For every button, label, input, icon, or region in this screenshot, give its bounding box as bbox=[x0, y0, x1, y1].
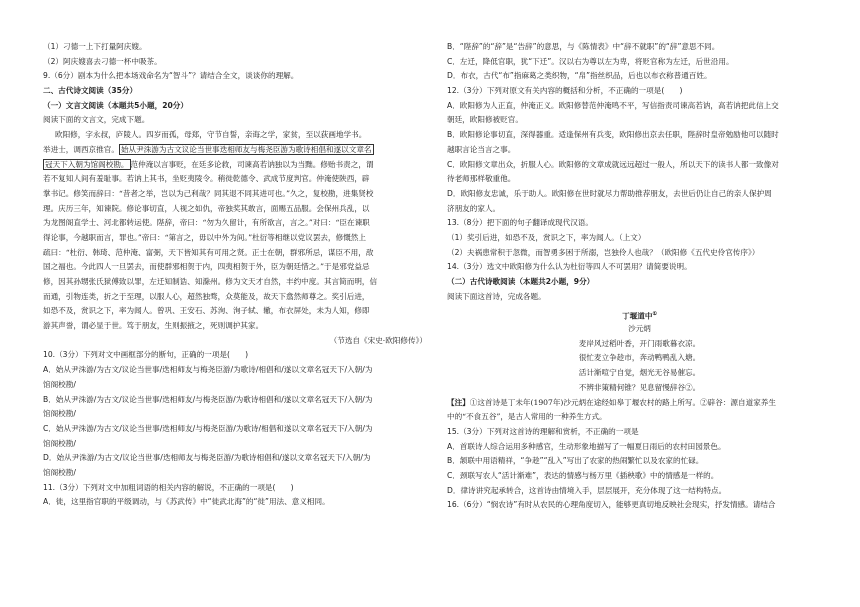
section-title: 二、古代诗文阅读（35分） bbox=[43, 86, 138, 96]
subsection-title: （一）文言文阅读（本题共5小题，20分） bbox=[43, 100, 188, 110]
passage-line: 若不复知人间有羞耻事。若讷上其书，坐贬夷陵令。稍徙乾德令、武成节度判官。仲淹使陕西，辟 bbox=[43, 174, 370, 184]
question-13: 13.（8分）把下面的句子翻译成现代汉语。 bbox=[447, 218, 593, 228]
poem-line: 不辨非策精何锥？见息留慢辞谷②。 bbox=[578, 382, 701, 392]
option-line: 待老师那样敬重他。 bbox=[447, 174, 516, 184]
passage-source: （节选自《宋史·欧阳修传》） bbox=[329, 335, 427, 345]
boxed-sentence: 始从尹洙游为古文议论当世事迭相师友与梅尧臣游为歌诗相倡和遂以文章名 bbox=[120, 144, 372, 154]
option-line: C．颈联写农人“活计渐难”，表达的情感与杨万里《插秧歌》中的情感是一样的。 bbox=[447, 470, 719, 480]
left-column bbox=[43, 40, 427, 510]
poem-line: 很忙麦立争趁市，奔动鸭鸭乱入塘。 bbox=[578, 353, 701, 363]
option-line: D．布衣，古代“布”指麻葛之类织物，“帛”指丝织品，后也以布衣称普通百姓。 bbox=[447, 71, 712, 81]
passage-line: 如恐不及，赏识之下，率为闻人。曾巩、王安石、苏洵、洵子轼、辙，布衣屏处，未为人知，修即 bbox=[43, 306, 370, 316]
poem-line: 麦岸风过稻叶香，开门雨歌暮衣凉。 bbox=[578, 338, 701, 348]
option-line: 济朋友的家人。 bbox=[447, 203, 501, 213]
question-9: 9.（6分）剧本为什么把本场戏命名为“智斗”？请结合全文，谈谈你的理解。 bbox=[43, 71, 299, 81]
poem-line: 活计渐喧宁自觉，烟光无谷易催忘。 bbox=[578, 368, 701, 378]
option-line: D．始从尹洙游/为古文/议论当世事/迭相师友与梅尧臣游/为歌诗相倡和/遂以文章名冠天下/入朝/为 bbox=[43, 453, 371, 463]
question-10: 10.（3分）下列对文中画框部分的断句，正确的一项是( ) bbox=[43, 350, 249, 360]
note-text: ①这首诗是丁未年(1907年)沙元炳在途经如皋丁堰农村的路上所写。②辟谷：源自道家养生 bbox=[469, 397, 776, 407]
poem-title-text: 丁堰道中 bbox=[622, 311, 653, 321]
option-line: A．首联诗人综合运用多种感官，生动形象地描写了一幅夏日雨后的农村田园景色。 bbox=[447, 441, 726, 451]
passage-line bbox=[43, 158, 427, 173]
passage-line: 游其声誉，谓必显于世。笃于朋友，生则振掖之，死则调护其家。 bbox=[43, 321, 264, 331]
boxed-sentence-cont: 冠天下入朝为馆阁校勘。 bbox=[45, 159, 129, 169]
question-14: 14.（3分）选文中欧阳修为什么认为杜衍等四人不可罢用？请简要说明。 bbox=[447, 262, 692, 272]
option-line: A．始从尹洙游/为古文/议论当世事/迭相师友与梅尧臣游/为歌诗/相倡和/遂以文章名冠天下/入朝/为 bbox=[43, 365, 373, 375]
poem-author: 沙元炳 bbox=[628, 324, 651, 334]
option-line: B．颔联中用语精祥，“争趁”“乱入”写出了农家的热闹繁忙以及农家的忙碌。 bbox=[447, 456, 704, 466]
passage-text: 范仲淹以言事贬，在廷多论救，司谏高若讷独以为当黜。修贻书责之，谓 bbox=[130, 159, 374, 169]
passage-line: 掌书记。修笑而辞曰：“昔者之举，岂以为己利哉？同其退不同其进可也。”久之，复校勘，进集贤校 bbox=[43, 188, 374, 198]
option-line: 馆阁校勘/ bbox=[43, 467, 76, 477]
passage-line: 得论事，今越职而言，罪也。”帝曰：“第言之，毋以中外为间。”杜衍等相继以党议罢去，修慨然上 bbox=[43, 232, 366, 242]
poem-note bbox=[447, 396, 832, 411]
option-line: 馆阁校勘/ bbox=[43, 438, 76, 448]
poem-note-cont: 中的“不食五谷”，是古人常用的一种养生方式。 bbox=[447, 412, 607, 422]
question-11: 11.（3分）下列对文中加粗词语的相关内容的解说，不正确的一项是( ) bbox=[43, 482, 294, 492]
option-line: 越职言论当言之事。 bbox=[447, 144, 516, 154]
option-line: C．始从尹洙游/为古文/议论当世事/迭相师友/与梅尧臣游/为歌诗/相倡和遂以文章名冠天下/入朝/为 bbox=[43, 423, 373, 433]
option-line: B．“陛辞”的“辞”是“告辞”的意思，与《陈情表》中“辞不就职”的“辞”意思不同。 bbox=[447, 42, 720, 51]
passage-line: 修，因其孙甥张氏狱傅致以罪，左迁知制诰、知滁州。修为文天才自然，丰约中度。其言简而明，信 bbox=[43, 277, 378, 286]
item-line: （2）阿庆嫂喜去刁德一杯中吸茶。 bbox=[43, 56, 162, 66]
right-column bbox=[447, 40, 832, 513]
option-line: D．律诗讲究起承转合，这首诗由情境入手，层层展开，充分体现了这一结构特点。 bbox=[447, 485, 727, 495]
instruction: 阅读下面的文言文，完成下题。 bbox=[43, 115, 150, 125]
passage-line: 疏曰：“杜衍、韩琦、范仲淹、富弼，天下皆知其有可用之贤。正士在朝，群邪所忌，谋臣不用，敌 bbox=[43, 247, 374, 257]
poem-title bbox=[447, 307, 832, 322]
item-line: （2）夫祸患常积于忽微，而智勇多困于所溺，岂独伶人也哉？（欧阳修《五代史伶官传序》） bbox=[447, 247, 760, 257]
option-line: 朝廷，欧阳修被贬官。 bbox=[447, 115, 523, 125]
item-line: （1）奖引后进，如恐不及，赏识之下，率为闻人。（上文） bbox=[447, 232, 646, 242]
option-line: 馆阁校勘/ bbox=[43, 409, 76, 419]
passage-line: 欧阳修，字永叔，庐陵人。四岁而孤，母郑，守节自誓，亲诲之学，家贫，至以荻画地学书。 bbox=[55, 130, 367, 140]
passage-line bbox=[43, 143, 427, 158]
item-line: （1）刁德一上下打量阿庆嫂。 bbox=[43, 42, 147, 51]
question-15: 15.（3分）下列对这首诗的理解和赏析，不正确的一项是 bbox=[447, 426, 639, 436]
passage-line: 为龙图阁直学士、河北都转运使。陛辞，帝曰：“勿为久留计，有所欲言，言之。”对曰：“臣在谏职 bbox=[43, 218, 370, 228]
instruction: 阅读下面这首诗，完成各题。 bbox=[447, 291, 546, 301]
question-16: 16.（6分）“悯农诗”有时从农民的心理角度切入，能够更真切地反映社会现实，抒发情感。请结合 bbox=[447, 500, 776, 510]
option-line: A．欧阳修为人正直，仲淹正义。欧阳修替范仲淹鸣不平，写信指责司谏高若讷，高若讷把此信上交 bbox=[447, 100, 779, 110]
question-12: 12.（3分）下列对原文有关内容的概括和分析，不正确的一项是( ) bbox=[447, 86, 683, 96]
option-line: B．欧阳修论事切直，深得器重。适逢保州有兵变，欧阳修出京去任职，陛辞时皇帝勉励他可以随时 bbox=[447, 130, 779, 140]
option-line: C．欧阳修文章出众，折服人心。欧阳修的文章成就远远超过一般人，所以天下的读书人都一致像对 bbox=[447, 159, 779, 169]
poem-title-note: ① bbox=[652, 311, 657, 318]
subsection-title: （二）古代诗歌阅读（本题共2小题，9分） bbox=[447, 277, 595, 286]
passage-line: 而通，引物连类，折之于至理，以服人心，超然独骛，众莫能及，故天下翕然师尊之。奖引后进， bbox=[43, 291, 370, 301]
option-line: D．欧阳修友忠诚，乐于助人。欧阳修在世时就尽力帮助推荐朋友，去世后仍让自己的亲人保护周 bbox=[447, 188, 772, 198]
option-line: 馆阁校勘/ bbox=[43, 379, 76, 389]
option-line: C．左迁，降低官职，犹“下迁”。汉以右为尊以左为卑，将贬官称为左迁，后世沿用。 bbox=[447, 56, 734, 66]
passage-text: 举进士，调西京推官。 bbox=[43, 144, 119, 154]
passage-line: 理。庆历三年，知谏院。修论事切直，人视之如仇，帝独奖其敢言，面赐五品服。会保州兵乱，以 bbox=[43, 203, 370, 213]
note-label: 【注】 bbox=[447, 397, 470, 407]
option-line: B．始从尹洙游/为古文/议论当世事/迭相师友/与梅尧臣游/为歌诗相倡和/遂以文章名冠天下/入朝/为 bbox=[43, 394, 373, 404]
passage-line: 国之福也。今此四人一旦罢去，而使群邪相贺于内，四夷相贺于外，臣为朝廷惜之。”于是邪党益忌 bbox=[43, 262, 370, 272]
option-line: A．徙，这里指官职的平级调动，与《苏武传》中“徙武北海”的“徙”用法、意义相同。 bbox=[43, 497, 330, 507]
